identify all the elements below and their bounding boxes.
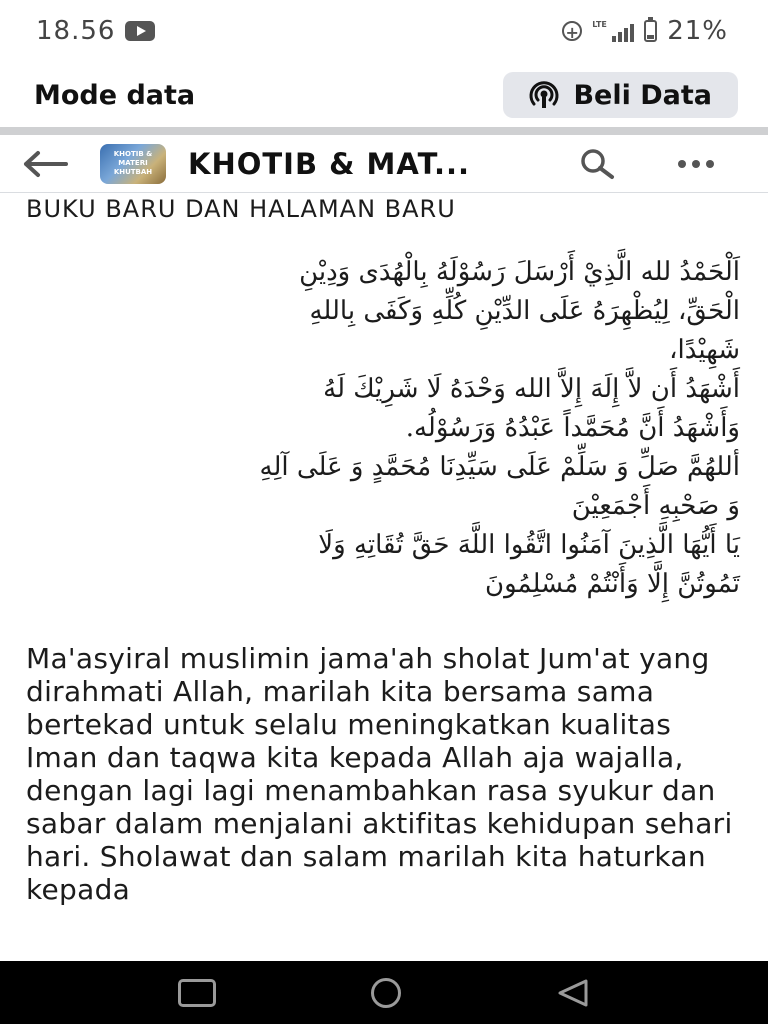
arabic-line: تَمُوتُنَّ إِلَّا وَأَنْتُمْ مُسْلِمُونَ xyxy=(484,569,740,599)
battery-icon xyxy=(644,20,657,42)
navigation-bar xyxy=(0,961,768,1024)
search-button[interactable] xyxy=(578,148,618,180)
signal-icon xyxy=(592,20,634,42)
clock: 18.56 xyxy=(36,16,116,46)
post-body-text: Ma'asyiral muslimin jama'ah sholat Jum'at yang dirahmati Allah, marilah kita bersama sama bertekad untuk selalu meningkatkan kualitas Iman dan taqwa kita kepada Allah aja wajalla, dengan lagi lagi menambahkan rasa syukur dan sabar dalam menjalani aktifitas kehidupan sehari hari. Sholawat dan salam marilah kita haturkan kepada xyxy=(26,642,733,906)
search-icon xyxy=(578,148,618,180)
back-arrow-icon xyxy=(22,150,70,178)
status-left xyxy=(36,16,155,46)
banner-divider xyxy=(0,127,768,135)
data-mode-banner xyxy=(0,62,768,128)
home-icon[interactable] xyxy=(371,978,401,1008)
post-heading: BUKU BARU DAN HALAMAN BARU xyxy=(26,195,456,223)
signal-type-label: LTE xyxy=(592,20,607,29)
app-header xyxy=(0,135,768,193)
arabic-line: وَأَشْهَدُ أَنَّ مُحَمَّداً عَبْدُهُ وَرَسُوْلُه. xyxy=(405,413,740,443)
sync-icon: + xyxy=(562,21,582,41)
arabic-line: اَلْحَمْدُ لله الَّذِيْ أَرْسَلَ رَسُوْلَهُ بِالْهُدَى وَدِيْنِ xyxy=(299,257,740,287)
page-avatar-text: KHOTIB & MATERI KHUTBAH xyxy=(113,150,153,176)
buy-data-button[interactable] xyxy=(503,72,738,118)
arabic-line: الْحَقِّ، لِيُظْهِرَهُ عَلَى الدِّيْنِ كُلِّهِ وَكَفَى بِاللهِ xyxy=(309,296,740,326)
buy-data-label: Beli Data xyxy=(573,79,712,111)
recents-icon[interactable] xyxy=(178,979,216,1007)
battery-percent: 21% xyxy=(667,16,728,46)
youtube-icon xyxy=(125,21,155,41)
arabic-text xyxy=(26,253,746,604)
data-mode-label: Mode data xyxy=(34,79,196,111)
more-icon[interactable] xyxy=(678,160,714,168)
page-title: KHOTIB & MAT... xyxy=(188,146,471,181)
status-right xyxy=(562,16,728,46)
arabic-line: أَشْهَدُ أَن لاَّ إِلَهَ إِلاَّ الله وَحْدَهُ لَا شَرِيْكَ لَهُ xyxy=(323,374,740,404)
back-icon[interactable] xyxy=(556,978,590,1008)
arabic-line: شَهِيْدًا، xyxy=(669,335,740,365)
status-bar xyxy=(0,0,768,62)
arabic-line: أللهُمَّ صَلِّ وَ سَلِّمْ عَلَى سَيِّدِنَا مُحَمَّدٍ وَ عَلَى آلِهِ xyxy=(259,452,740,482)
back-button[interactable] xyxy=(22,150,78,178)
arabic-line: يَا أَيُّهَا الَّذِينَ آمَنُوا اتَّقُوا اللَّهَ حَقَّ تُقَاتِهِ وَلَا xyxy=(318,530,740,560)
arabic-line: وَ صَحْبِهِ أَجْمَعِيْنَ xyxy=(571,491,740,521)
broadcast-icon xyxy=(529,81,559,109)
post-content xyxy=(26,193,746,961)
page-avatar[interactable] xyxy=(100,144,166,184)
